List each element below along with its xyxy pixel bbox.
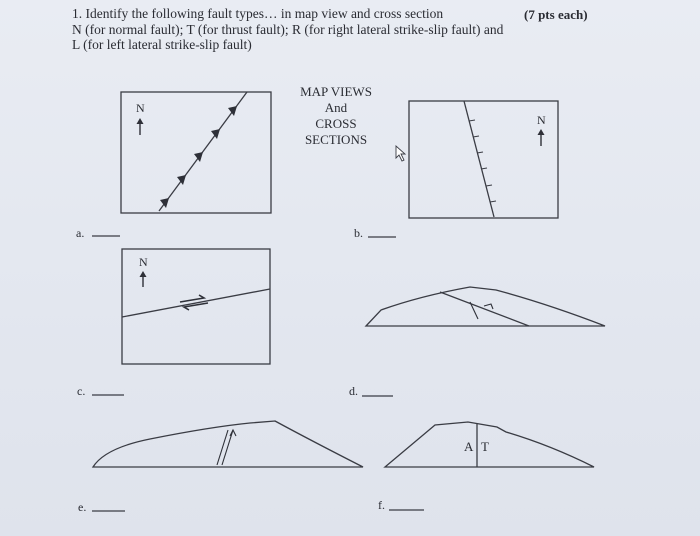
block-label-a: A [464, 439, 474, 454]
normal-fault-ticks [469, 120, 496, 202]
section-d-outline [366, 287, 605, 326]
north-arrow-icon [140, 271, 147, 287]
answer-c-label: c. [77, 384, 86, 398]
section-e-outline [93, 421, 363, 467]
block-label-t: T [481, 439, 489, 454]
question-line-1: 1. Identify the following fault types… in map view and cross section [72, 6, 444, 21]
north-label: N [139, 255, 148, 269]
center-title-line-4: SECTIONS [304, 132, 368, 147]
center-title-line-2: And [324, 100, 348, 115]
points-label: (7 pts each) [524, 7, 588, 22]
answer-a-label: a. [76, 226, 85, 240]
north-arrow-icon [137, 118, 144, 135]
question-line-3: L (for left lateral strike-slip fault) [72, 37, 252, 52]
answer-d-label: d. [349, 384, 358, 398]
map-b-frame [409, 101, 558, 218]
section-e-slip-marks [217, 430, 236, 465]
north-arrow-icon [538, 129, 545, 146]
answer-f-label: f. [378, 498, 385, 512]
map-b-fault-line [464, 101, 494, 217]
center-title-line-1: MAP VIEWS [300, 84, 372, 99]
north-label: N [136, 101, 145, 115]
section-d-fault-line [440, 292, 529, 326]
answer-e-label: e. [78, 500, 87, 514]
answer-b-label: b. [354, 226, 363, 240]
cursor-icon [396, 146, 405, 161]
question-line-2: N (for normal fault); T (for thrust fault); R (for right lateral strike-slip fault) and [72, 22, 504, 37]
strike-slip-arrows [180, 295, 208, 310]
section-f-outline [385, 422, 594, 467]
north-label: N [537, 113, 546, 127]
map-c-fault-line [122, 289, 270, 317]
center-title-line-3: CROSS [315, 116, 357, 131]
